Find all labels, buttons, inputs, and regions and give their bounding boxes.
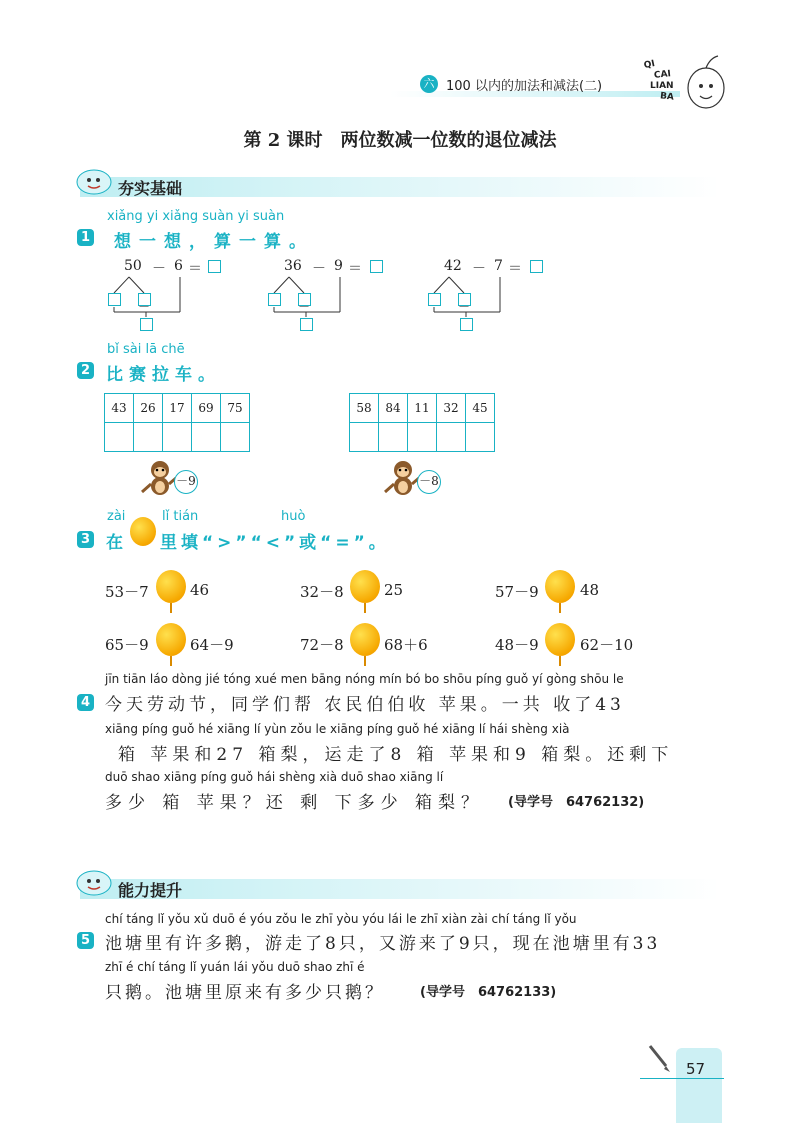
cart-answer[interactable] (192, 423, 221, 452)
brand-word-2: CAI (653, 69, 672, 81)
unit-badge: 六 (420, 75, 438, 93)
cart-value: 43 (105, 394, 134, 423)
q1-number: 1 (77, 229, 94, 246)
q5-reference: (导学号 64762133) (420, 985, 557, 1000)
cart-answer[interactable] (379, 423, 408, 452)
q5-number: 5 (77, 932, 94, 949)
cart-value: 11 (408, 394, 437, 423)
cart-table (349, 393, 495, 452)
compare-left: 32－8 (300, 583, 344, 601)
balloon-icon (130, 517, 156, 546)
cart-answer[interactable] (437, 423, 466, 452)
page-line (640, 1078, 724, 1079)
compare-balloon[interactable] (156, 623, 186, 666)
result-box[interactable] (460, 318, 473, 331)
pencil-icon (646, 1042, 672, 1078)
compare-balloon[interactable] (350, 570, 380, 613)
split-lines (420, 255, 560, 335)
cart-value: 84 (379, 394, 408, 423)
section-basic-title: 夯实基础 (118, 179, 183, 198)
cart-answer[interactable] (408, 423, 437, 452)
compare-balloon[interactable] (545, 623, 575, 666)
mascot-icon (76, 869, 112, 897)
split-box[interactable] (268, 293, 281, 306)
cart-answer[interactable] (163, 423, 192, 452)
q5-text: 池塘里有许多鹅，游走了8只，又游来了9只，现在池塘里有33 (105, 934, 661, 954)
q1-problem (260, 255, 400, 335)
compare-right: 64－9 (190, 636, 234, 654)
compare-right: 68＋6 (384, 636, 428, 654)
compare-balloon[interactable] (350, 623, 380, 666)
q3-number: 3 (77, 531, 94, 548)
q1-eq: ＝ (188, 261, 202, 277)
q1-op: － (312, 261, 326, 277)
q4-pinyin: xiāng píng guǒ hé xiāng lí yùn zǒu le xiāng píng guǒ hé xiāng lí hái shèng xià (105, 722, 570, 736)
compare-left: 72－8 (300, 636, 344, 654)
brand-word-1: QI (643, 58, 656, 72)
monkey-puller (140, 458, 220, 498)
q1-a: 36 (284, 258, 302, 274)
split-box[interactable] (108, 293, 121, 306)
q5-pinyin: chí táng lǐ yǒu xǔ duō é yóu zǒu le zhī yòu yóu lái le zhī xiàn zài chí táng lǐ yǒu (105, 912, 577, 926)
op-circle: －8 (417, 470, 441, 494)
q4-text: 今天劳动节，同学们帮 农民伯伯收 苹果。一共 收了43 (105, 695, 625, 715)
q1-problem (420, 255, 560, 335)
compare-left: 53－7 (105, 583, 149, 601)
q2-number: 2 (77, 362, 94, 379)
brand-logo (640, 48, 730, 118)
op-circle: －9 (174, 470, 198, 494)
cart-answer[interactable] (466, 423, 495, 452)
q1-b: 6 (174, 258, 183, 274)
unit-title: 100 以内的加法和减法(二) (446, 79, 603, 94)
compare-right: 48 (580, 581, 600, 599)
q5-text: 只鹅。池塘里原来有多少只鹅？ (105, 983, 385, 1003)
cart-answer[interactable] (105, 423, 134, 452)
split-lines (260, 255, 400, 335)
monkey-puller (383, 458, 463, 498)
q4-pinyin: jīn tiān láo dòng jié tóng xué men bāng nóng mín bó bo shōu píng guǒ yí gòng shōu le (105, 672, 624, 686)
q1-a: 50 (124, 258, 142, 274)
q4-text: 多少 箱 苹果？还 剩 下多少 箱梨？ (105, 793, 485, 813)
q3-heading-pre: 在 (106, 533, 131, 553)
q1-heading: 想一想，算一算。 (114, 232, 314, 252)
q1-op: － (152, 261, 166, 277)
q1-b: 7 (494, 258, 503, 274)
section-advanced-title: 能力提升 (118, 881, 183, 900)
q1-pinyin: xiǎng yi xiǎng suàn yi suàn (107, 209, 285, 224)
cart-answer[interactable] (134, 423, 163, 452)
cart-value: 75 (221, 394, 250, 423)
q4-text: 箱 苹果和27 箱梨，运走了8 箱 苹果和9 箱梨。还剩下 (118, 745, 674, 765)
cart-value: 17 (163, 394, 192, 423)
q3-pinyin: lǐ tián (162, 509, 199, 524)
compare-balloon[interactable] (156, 570, 186, 613)
cart-value: 69 (192, 394, 221, 423)
page-number: 57 (686, 1060, 706, 1078)
result-box[interactable] (140, 318, 153, 331)
minus-sign: － (458, 300, 471, 314)
compare-right: 25 (384, 581, 404, 599)
compare-left: 48－9 (495, 636, 539, 654)
compare-balloon[interactable] (545, 570, 575, 613)
minus-sign: － (298, 300, 311, 314)
q3-pinyin: huò (281, 509, 306, 524)
q3-pinyin: zài (107, 509, 126, 524)
brand-word-3: LIAN (650, 81, 674, 91)
lesson-title: 第 2 课时 两位数减一位数的退位减法 (243, 130, 557, 151)
cart-value: 32 (437, 394, 466, 423)
q4-number: 4 (77, 694, 94, 711)
compare-right: 62－10 (580, 636, 634, 654)
cart-table (104, 393, 250, 452)
q4-pinyin: duō shao xiāng píng guǒ hái shèng xià duō shao xiāng lí (105, 770, 444, 784)
q1-problem (100, 255, 240, 335)
cart-value: 58 (350, 394, 379, 423)
q1-a: 42 (444, 258, 462, 274)
q1-eq: ＝ (508, 261, 522, 277)
q1-b: 9 (334, 258, 343, 274)
compare-right: 46 (190, 581, 210, 599)
q5-pinyin: zhī é chí táng lǐ yuán lái yǒu duō shao zhī é (105, 960, 365, 974)
compare-left: 57－9 (495, 583, 539, 601)
compare-left: 65－9 (105, 636, 149, 654)
result-box[interactable] (300, 318, 313, 331)
q1-op: － (472, 261, 486, 277)
cart-answer[interactable] (350, 423, 379, 452)
split-lines (100, 255, 240, 335)
q4-reference: (导学号 64762132) (508, 795, 645, 810)
split-box[interactable] (428, 293, 441, 306)
cart-value: 26 (134, 394, 163, 423)
minus-sign: － (138, 300, 151, 314)
mascot-icon (76, 168, 112, 196)
cart-answer[interactable] (221, 423, 250, 452)
q1-eq: ＝ (348, 261, 362, 277)
q2-pinyin: bǐ sài lā chē (107, 342, 185, 357)
q2-heading: 比赛拉车。 (106, 365, 221, 385)
brand-word-4: BA (659, 91, 675, 103)
cart-value: 45 (466, 394, 495, 423)
q3-heading-post: 里填“>”“<”或“=”。 (160, 533, 390, 553)
